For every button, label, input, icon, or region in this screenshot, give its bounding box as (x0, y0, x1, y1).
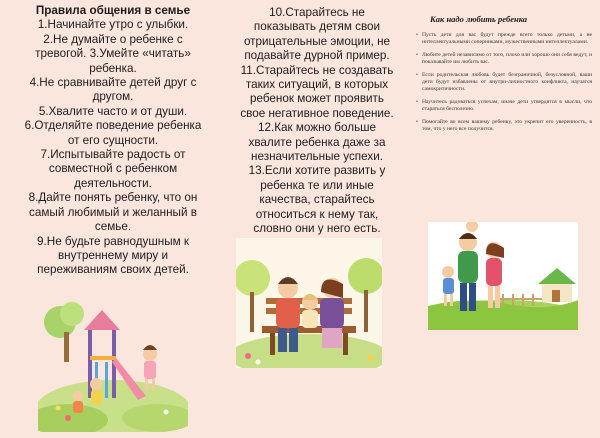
rules-line: 1.Начинайте утро с улыбки. (37, 18, 189, 32)
advice-text: Помогайте во всем вашему ребенку, это укрепит его уверенность, в том, что у него все получится. (422, 118, 592, 133)
advice-paragraph (412, 119, 592, 134)
rules-column (20, 4, 206, 278)
rules-line: 9.Не будьте равнодушным к (37, 234, 189, 248)
advice-paragraph (412, 32, 592, 47)
rules-line: хвалите ребенка даже за (248, 135, 386, 149)
bullet-icon: • (416, 98, 418, 105)
rules-line: 6.Отделяйте поведение ребенка (24, 119, 202, 133)
rules-line: ребенка те или иные (260, 178, 374, 192)
how-to-love-title: Как надо любить ребенка (430, 14, 528, 24)
advice-text: Пусть дети для вас будут прежде всего только детьми, а не интеллектуальными соперниками, мужественными интеллектуалами. (422, 32, 592, 46)
rules-title: Правила общения в семье (35, 4, 191, 17)
rules-continued-column (226, 6, 408, 237)
rules-line: 8.Дайте понять ребенку, что он (28, 191, 198, 205)
rules-line: подавайте дурной пример. (244, 49, 390, 63)
rules-line: 5.Хвалите часто и от души. (38, 104, 188, 118)
advice-paragraph (412, 99, 592, 114)
rules-line: 4.Не сравнивайте детей друг с (29, 76, 197, 90)
advice-text: Любите детей независимо от того, плохо или хорошо они себя ведут, и показывайте им любить вас. (422, 51, 592, 66)
bullet-icon: • (416, 118, 418, 125)
how-to-love-column (412, 14, 592, 138)
family-with-house-illustration (428, 222, 578, 330)
rules-line: 2.Не думайте о ребенке с (43, 32, 183, 46)
rules-line: совместной с ребенком (48, 162, 178, 176)
rules-line: качества, старайтесь (259, 193, 375, 207)
advice-text: Научитесь радоваться успехам, иначе дети утвердятся в мысли, что стараться бесполезно. (422, 98, 592, 113)
advice-paragraph (412, 72, 592, 94)
advice-paragraph (412, 52, 592, 67)
rules-line: таких ситуаций, в которых (245, 78, 389, 92)
family-on-bench-illustration (236, 238, 382, 368)
rules-line: 7.Испытывайте радость от (40, 148, 186, 162)
rules-line: отрицательные эмоции, не (243, 34, 391, 48)
children-playground-illustration (38, 292, 188, 432)
rules-line: 11.Старайтесь не создавать (240, 63, 394, 77)
bullet-icon: • (416, 71, 418, 78)
rules-line: ребенок может проявить (249, 92, 385, 106)
rules-line: другом. (92, 90, 134, 104)
rules-line: свое негативное поведение. (240, 106, 394, 120)
rules-line: самый любимый и желанный в (29, 205, 197, 219)
rules-line: словно они у него есть. (253, 222, 381, 236)
rules-line: тревогой. 3.Умейте «читать» (35, 47, 191, 61)
rules-line: переживаниям своих детей. (37, 263, 189, 277)
rules-line: ребенка. (89, 61, 137, 75)
rules-line: относиться к нему так, (255, 207, 379, 221)
bullet-icon: • (416, 32, 418, 38)
rules-line: деятельности. (74, 176, 152, 190)
rules-line: показывать детям свои (253, 20, 381, 34)
rules-line: семье. (94, 220, 132, 234)
rules-line: 13.Если хотите развить у (248, 164, 386, 178)
rules-line: 10.Старайтесь не (269, 6, 365, 19)
rules-line: незначительные успехи. (251, 150, 383, 164)
bullet-icon: • (416, 51, 418, 58)
rules-line: внутреннему миру и (57, 248, 169, 262)
rules-line: 12.Как можно больше (257, 121, 377, 135)
rules-line: от его сущности. (67, 133, 159, 147)
advice-text: Если родительская любовь будет безграничной, безусловной, ваши дети будут избавлены от внутри-личностного конфликта, научатся самокритичности. (422, 71, 592, 93)
